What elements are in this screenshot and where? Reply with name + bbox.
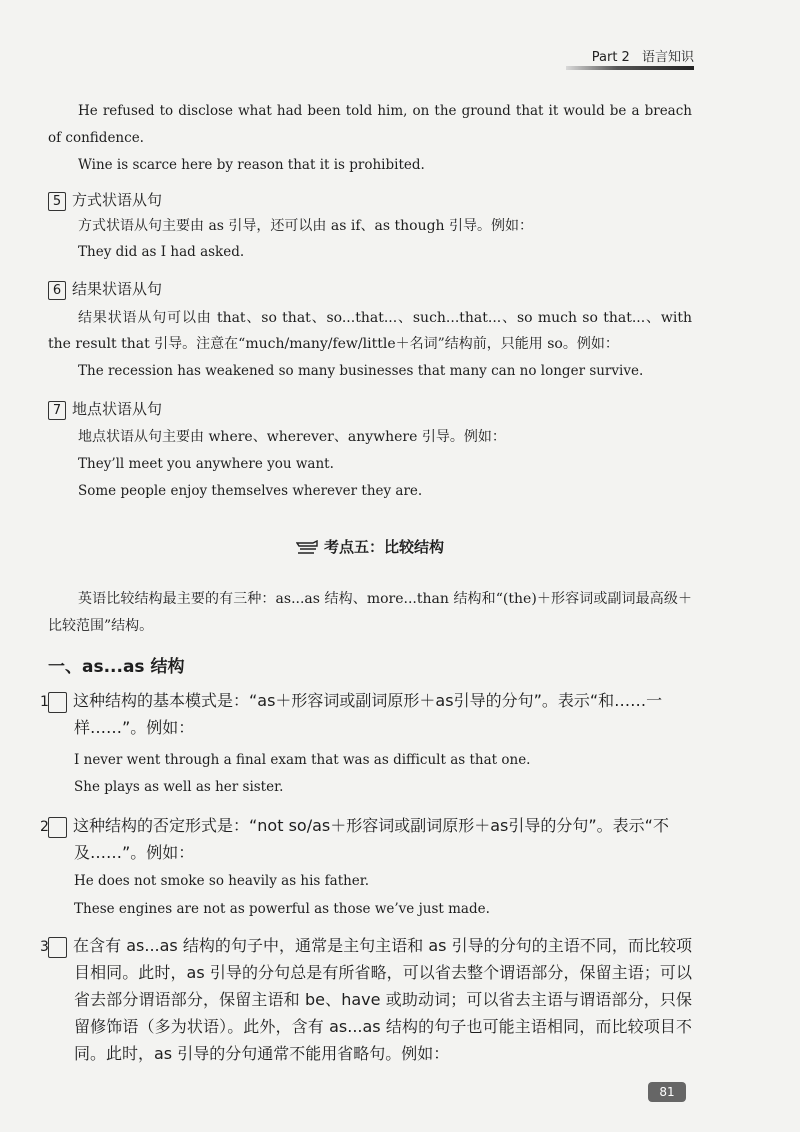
section-7-heading [48, 398, 692, 420]
intro-example-2: Wine is scarce here by reason that it is prohibited. [78, 157, 425, 173]
section-7-number: 7 [48, 401, 66, 420]
point-3-number: 3 [48, 937, 67, 958]
section-6-heading [48, 278, 692, 300]
section-6-number: 6 [48, 281, 66, 300]
part-1-title: 一、as...as 结构 [48, 657, 185, 677]
point-1-text: 这种结构的基本模式是：“as＋形容词或副词原形＋as引导的分句”。表示“和……一样……”。例如： [73, 691, 663, 737]
page-number: 81 [648, 1082, 686, 1102]
section-5-desc: 方式状语从句主要由 as 引导，还可以由 as if、as though 引导。例如： [78, 218, 534, 234]
point-2-text: 这种结构的否定形式是：“not so/as＋形容词或副词原形＋as引导的分句”。表示“不及……”。例如： [73, 816, 669, 862]
comparison-intro: 英语比较结构最主要的有三种：as...as 结构、more...than 结构和“(the)＋形容词或副词最高级＋比较范围”结构。 [48, 591, 692, 634]
point-1-example-1: I never went through a final exam that was as difficult as that one. [74, 752, 531, 768]
section-6-desc: 结果状语从句可以由 that、so that、so...that...、such...that...、so much so that...、with the result that 引导。注意在“much/many/few/little＋名词”结构前，只能用 so。例如： [48, 310, 692, 352]
point-3-text: 在含有 as...as 结构的句子中，通常是主句主语和 as 引导的分句的主语不同，而比较项目相同。此时，as 引导的分句总是有所省略，可以省去整个谓语部分，保留主语；可以省去部分谓语部分，保留主语和 be、have 或助动词；可以省去主语与谓语部分，只保留修饰语（多为状语）。此外，含有 as...as 结构的句子也可能主语相同，而比较项目不同。此时，as 引导的分句通常不能用省略句。例如： [73, 936, 692, 1063]
point-2 [40, 812, 692, 866]
section-7-title: 地点状语从句 [72, 400, 163, 418]
section-heading-text: 考点五：比较结构 [323, 538, 444, 556]
section-7-example-1: They’ll meet you anywhere you want. [78, 456, 334, 472]
point-3 [40, 932, 692, 1067]
header-part: Part 2 [591, 50, 630, 65]
intro-example-1: He refused to disclose what had been told him, on the ground that it would be a breach of confidence. [48, 103, 692, 146]
point-2-number: 2 [48, 817, 67, 838]
pencil-note-icon [296, 540, 318, 558]
point-1 [40, 687, 692, 741]
header-rule [566, 66, 694, 70]
point-1-example-2: She plays as well as her sister. [74, 779, 284, 795]
section-5-number: 5 [48, 192, 66, 211]
section-7-example-2: Some people enjoy themselves wherever they are. [78, 483, 423, 499]
section-5-title: 方式状语从句 [72, 191, 163, 209]
section-6-title: 结果状语从句 [72, 280, 163, 298]
section-6-example: The recession has weakened so many businesses that many can no longer survive. [78, 363, 644, 379]
section-5-example: They did as I had asked. [78, 244, 245, 260]
point-2-example-1: He does not smoke so heavily as his father. [74, 873, 370, 889]
section-7-desc: 地点状语从句主要由 where、wherever、anywhere 引导。例如： [78, 429, 506, 445]
section-5-heading [48, 189, 692, 211]
page-header [592, 46, 694, 65]
point-2-example-2: These engines are not as powerful as those we’ve just made. [74, 901, 490, 917]
point-1-number: 1 [48, 692, 67, 713]
header-title: 语言知识 [641, 50, 694, 65]
section-5-title-bar [48, 536, 692, 558]
